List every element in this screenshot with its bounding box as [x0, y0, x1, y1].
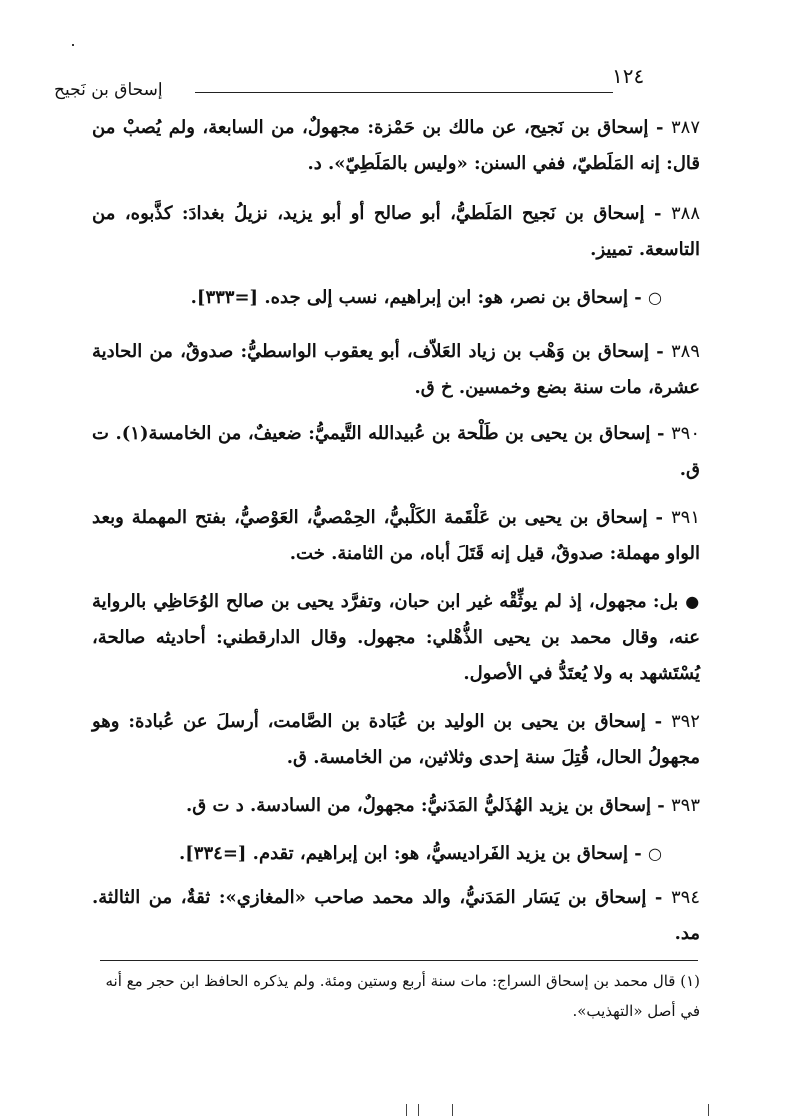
- scan-speck: [452, 1104, 453, 1116]
- entry-394: [92, 880, 700, 952]
- entry-text: - إسحاق بن يحيى بن طَلْحة بن عُبيدالله التَّيميُّ: ضعيفٌ، من الخامسة(١). ت ق.: [92, 423, 700, 480]
- entry-text: - إسحاق بن يزيد الفَراديسيُّ، هو: ابن إبراهيم، تقدم. [=٣٣٤].: [179, 843, 642, 864]
- entry-number: ٣٨٨: [670, 203, 700, 224]
- entry-number: ٣٩٢: [670, 711, 700, 732]
- entry-text: - إسحاق بن نَجيح، عن مالك بن حَمْزة: مجهولٌ، من السابعة، ولم يُصبْ من قال: إنه المَلَطيّ، ففي السنن: «وليس بالمَلَطِيّ». د.: [92, 117, 700, 174]
- cross-reference-entry: [140, 280, 662, 316]
- bullet-icon: ●: [685, 592, 700, 611]
- entry-number: ٣٩٠: [671, 423, 701, 444]
- entry-392: [92, 704, 700, 776]
- circle-mark-icon: ○: [648, 844, 662, 863]
- footnote-rule: [100, 960, 698, 961]
- entry-number: ٣٩٣: [670, 795, 700, 816]
- entry-text: - إسحاق بن يزيد الهُذَليُّ المَدَنيُّ: مجهولٌ، من السادسة. د ت ق.: [185, 795, 665, 816]
- entry-text: بل: مجهول، إذ لم يوثِّقْه غير ابن حبان، وتفرَّد يحيى بن صالح الوُحَاظِي بالرواية عنه، وقال محمد بن يحيى الذُّهْلي: مجهول. وقال الدارقطني: أحاديثه صالحة، يُسْتَشهد به ولا يُعتَدُّ في الأصول.: [92, 591, 700, 684]
- entry-text: - إسحاق بن يحيى بن الوليد بن عُبَادة بن الصَّامت، أرسلَ عن عُبادة: وهو مجهولُ الحال، قُتِلَ سنة إحدى وثلاثين، من الخامسة. ق.: [92, 711, 700, 768]
- cross-reference-entry: [140, 836, 662, 872]
- scan-speck: [708, 1104, 709, 1116]
- entry-388: [92, 196, 700, 268]
- entry-387: [92, 110, 700, 182]
- entry-number: ٣٨٩: [670, 341, 700, 362]
- entry-text: - إسحاق بن نصر، هو: ابن إبراهيم، نسب إلى جده. [=٣٣٣].: [190, 287, 642, 308]
- entry-text: - إسحاق بن وَهْب بن زياد العَلاّف، أبو يعقوب الواسطيُّ: صدوقٌ، من الحادية عشرة، مات سنة بضع وخمسين. خ ق.: [92, 341, 700, 398]
- running-title: إسحاق بن نَجيح: [54, 80, 163, 100]
- entry-text: - إسحاق بن يحيى بن عَلْقَمة الكَلْبيُّ، الحِمْصيُّ، العَوْصيُّ، بفتح المهملة وبعد الواو مهملة: صدوقٌ، قيل إنه قَتَلَ أباه، من الثامنة. خت.: [92, 507, 700, 564]
- footnote: (١) قال محمد بن إسحاق السراج: مات سنة أربع وستين ومئة. ولم يذكره الحافظ ابن حجر مع أنه في أصل «التهذيب».: [105, 972, 700, 1020]
- entry-391: [92, 500, 700, 572]
- scan-speck: [418, 1104, 419, 1116]
- entry-text: - إسحاق بن يَسَار المَدَنيُّ، والد محمد صاحب «المغازي»: ثقةٌ، من الثالثة. مد.: [92, 887, 700, 944]
- entry-number: ٣٩١: [670, 507, 700, 528]
- editor-note: [92, 584, 700, 692]
- circle-mark-icon: ○: [648, 288, 662, 307]
- entry-389: [92, 334, 700, 406]
- header-rule: [195, 92, 613, 93]
- entry-text: - إسحاق بن نَجيح المَلَطيُّ، أبو صالح أو أبو يزيد، نزيلُ بغدادَ: كذَّبوه، من التاسعة. تمييز.: [92, 203, 700, 260]
- scan-speck: [406, 1104, 407, 1116]
- entry-number: ٣٨٧: [670, 117, 700, 138]
- entry-390: [92, 416, 700, 488]
- entry-393: [92, 788, 700, 824]
- entry-number: ٣٩٤: [670, 887, 700, 908]
- scan-speck: [72, 44, 74, 46]
- page-number: ١٢٤: [612, 64, 645, 88]
